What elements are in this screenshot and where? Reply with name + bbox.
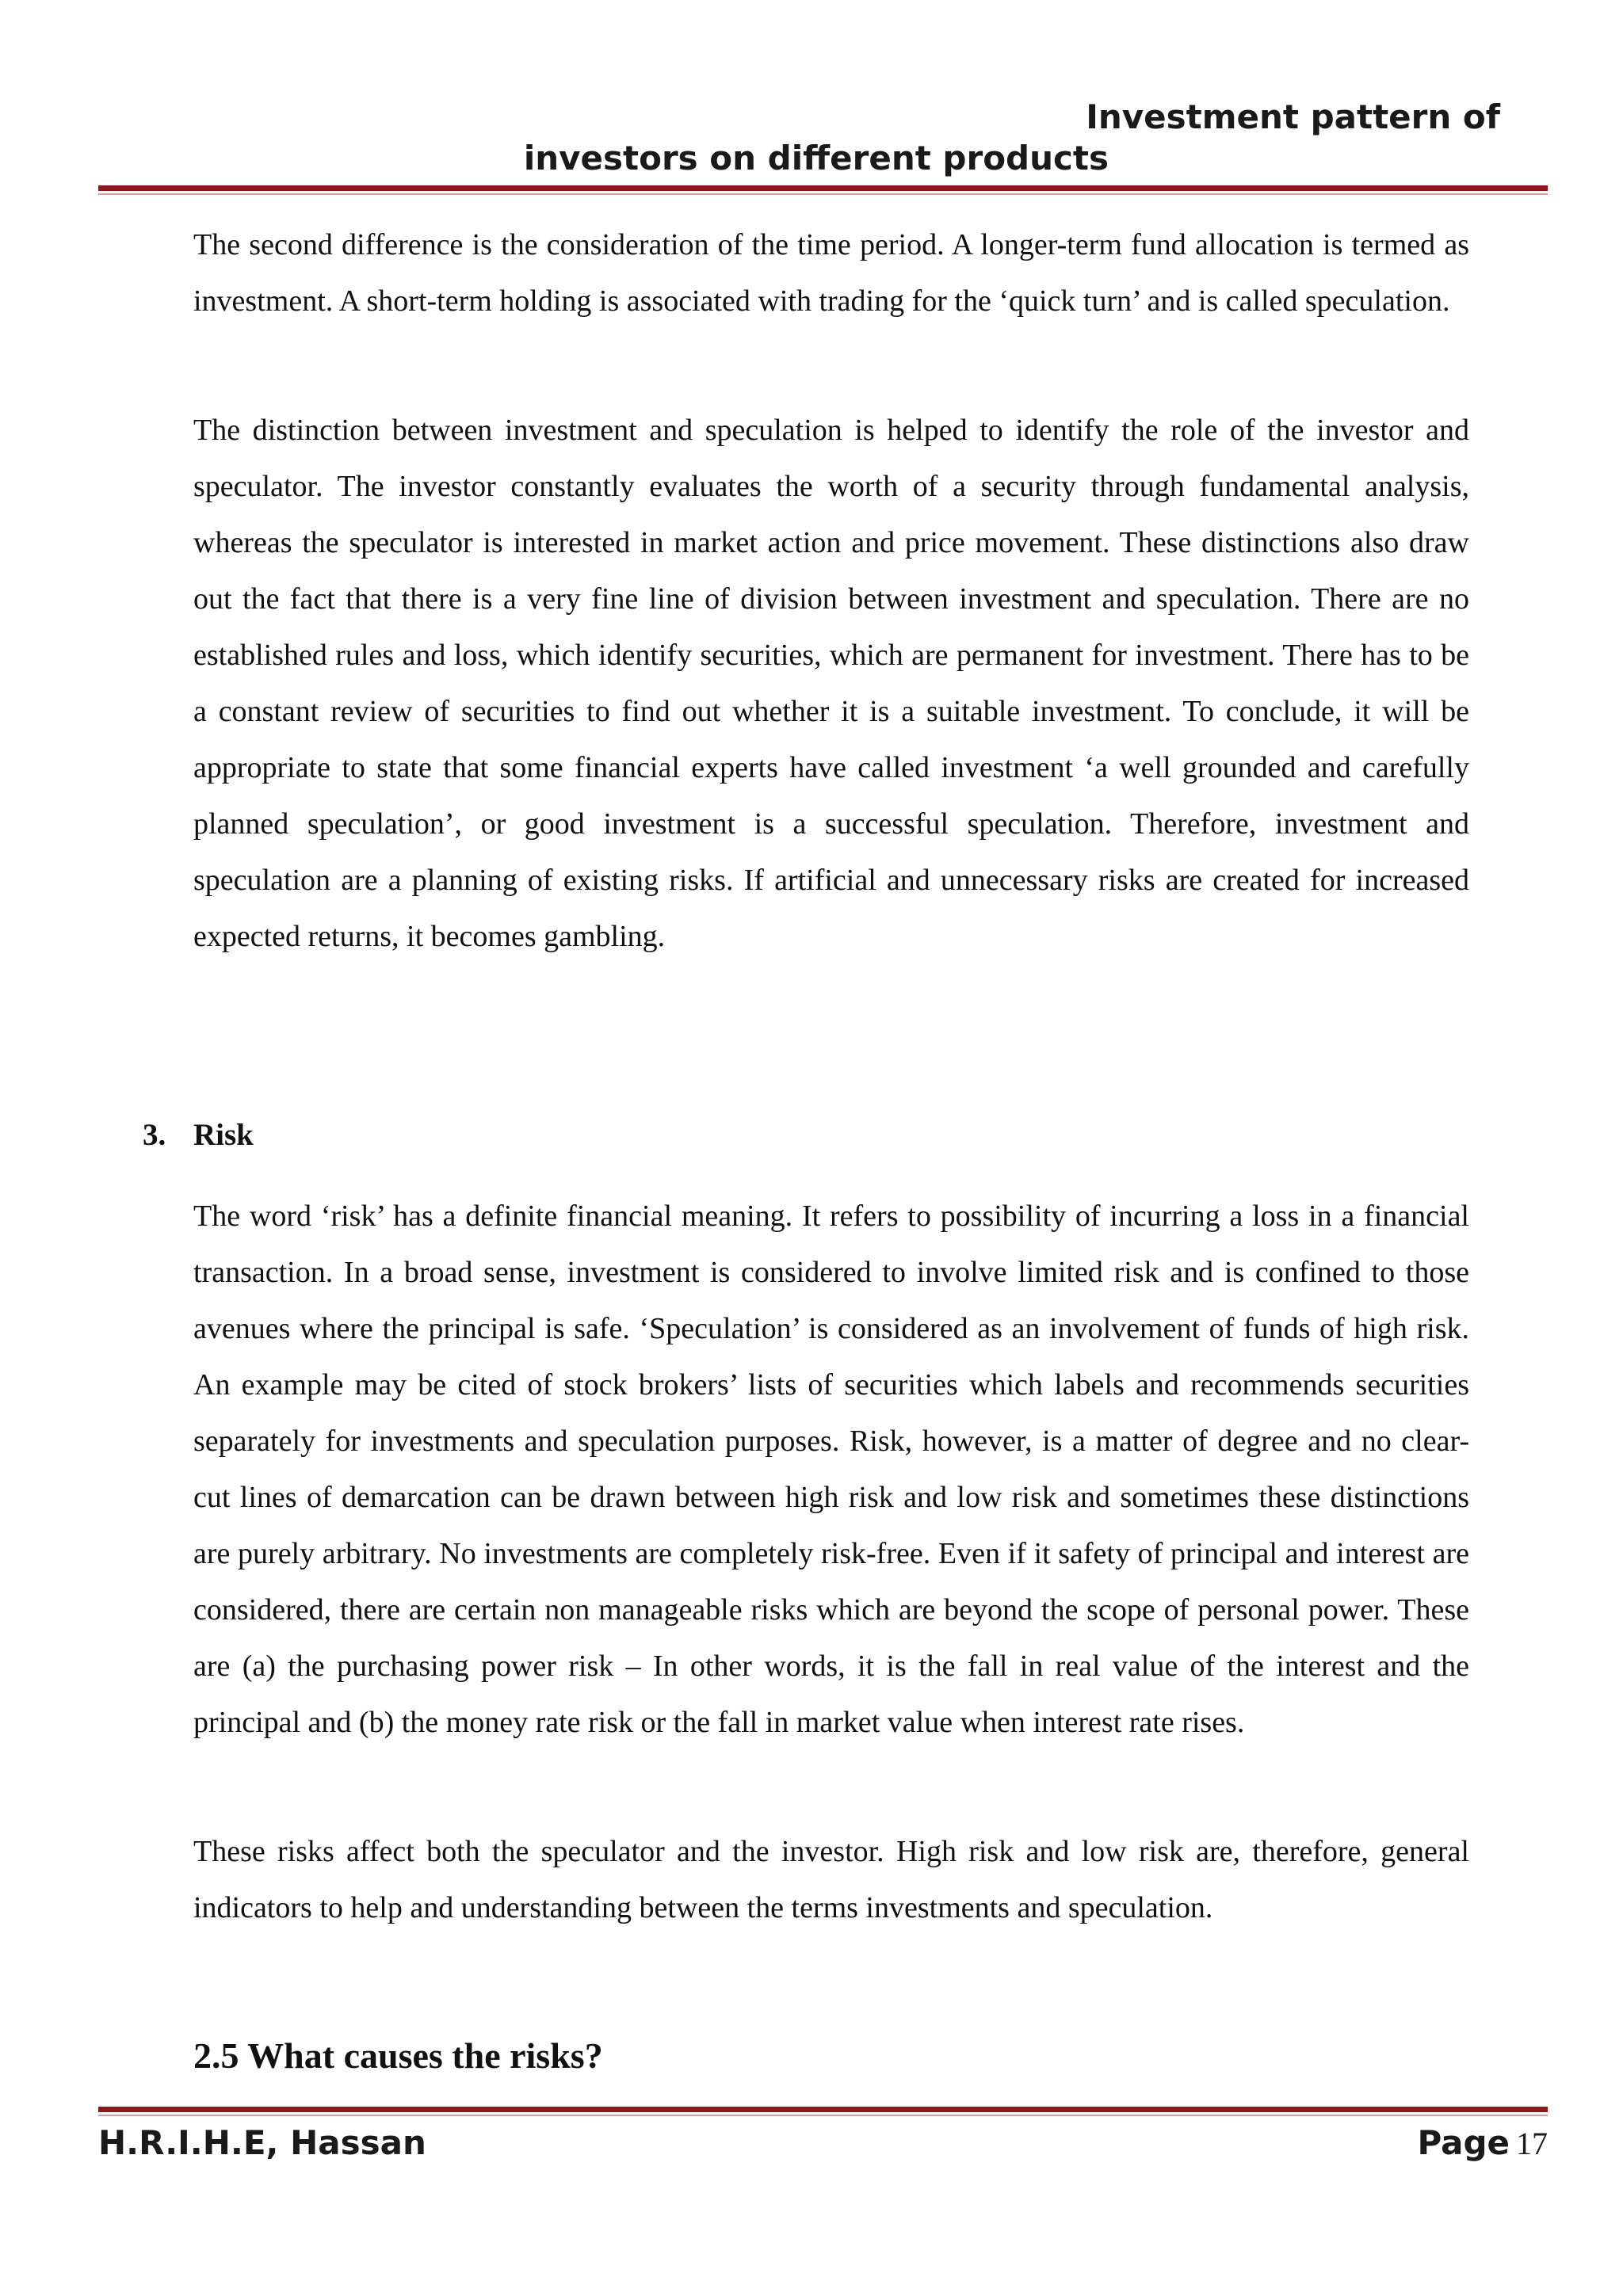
footer-rule [98,2107,1548,2112]
paragraph-risk-effects [193,1824,1469,1936]
footer-page-indicator [1417,2119,1548,2175]
page-label: Page [1417,2123,1510,2162]
subsection-heading: 2.5 What causes the risks? [193,2035,603,2076]
paragraph-text: The word ‘risk’ has a definite financial meaning. It refers to possibility of incurring a loss in a financial transaction. In a broad sense, investment is considered to involve limited risk and is confined to those avenues where the principal is safe. ‘Speculation’ is considered as an involvement of funds of high risk. An example may be cited of stock brokers’ lists of securities which labels and recommends securities separately for investments and speculation purposes. Risk, however, is a matter of degree and no clear-cut lines of demarcation can be drawn between high risk and low risk and sometimes these distinctions are purely arbitrary. No investments are completely risk-free. Even if it safety of principal and interest are considered, there are certain non manageable risks which are beyond the scope of personal power. These are (a) the purchasing power risk – In other words, it is the fall in real value of the interest and the principal and (b) the money rate risk or the fall in market value when interest rate rises. [193,1199,1469,1739]
paragraph-time-period [193,217,1469,330]
header-rule-thin [98,193,1548,195]
page-number: 17 [1516,2126,1548,2161]
paragraph-risk-meaning [193,1188,1469,1751]
paragraph-distinction [193,402,1469,965]
header-rule [98,185,1548,191]
running-header [470,97,1500,179]
footer-rule-thin [98,2115,1548,2116]
section-title: Risk [193,1118,254,1152]
header-line-2: investors on different products [523,139,1109,177]
paragraph-text: The distinction between investment and speculation is helped to identify the role of the investor and speculator. The investor constantly evaluates the worth of a security through fundamental analysis, whereas the speculator is interested in market action and price movement. These distinctions also draw out the fact that there is a very fine line of division between investment and speculation. There are no established rules and loss, which identify securities, which are permanent for investment. There has to be a constant review of securities to find out whether it is a suitable investment. To conclude, it will be appropriate to state that some financial experts have called investment ‘a well grounded and carefully planned speculation’, or good investment is a successful speculation. Therefore, investment and speculation are a planning of existing risks. If artificial and unnecessary risks are created for increased expected returns, it becomes gambling. [193,414,1469,953]
section-heading-risk [143,1112,254,1159]
paragraph-text: The second difference is the consideration of the time period. A longer-term fund allocation is termed as investment. A short-term holding is associated with trading for the ‘quick turn’ and is called speculation. [193,228,1469,318]
section-number: 3. [143,1118,166,1152]
footer-institution: H.R.I.H.E, Hassan [98,2123,426,2162]
header-line-1: Investment pattern of [1086,97,1500,136]
paragraph-text: These risks affect both the speculator and the investor. High risk and low risk are, therefore, general indicators to help and understanding between the terms investments and speculation. [193,1835,1469,1924]
